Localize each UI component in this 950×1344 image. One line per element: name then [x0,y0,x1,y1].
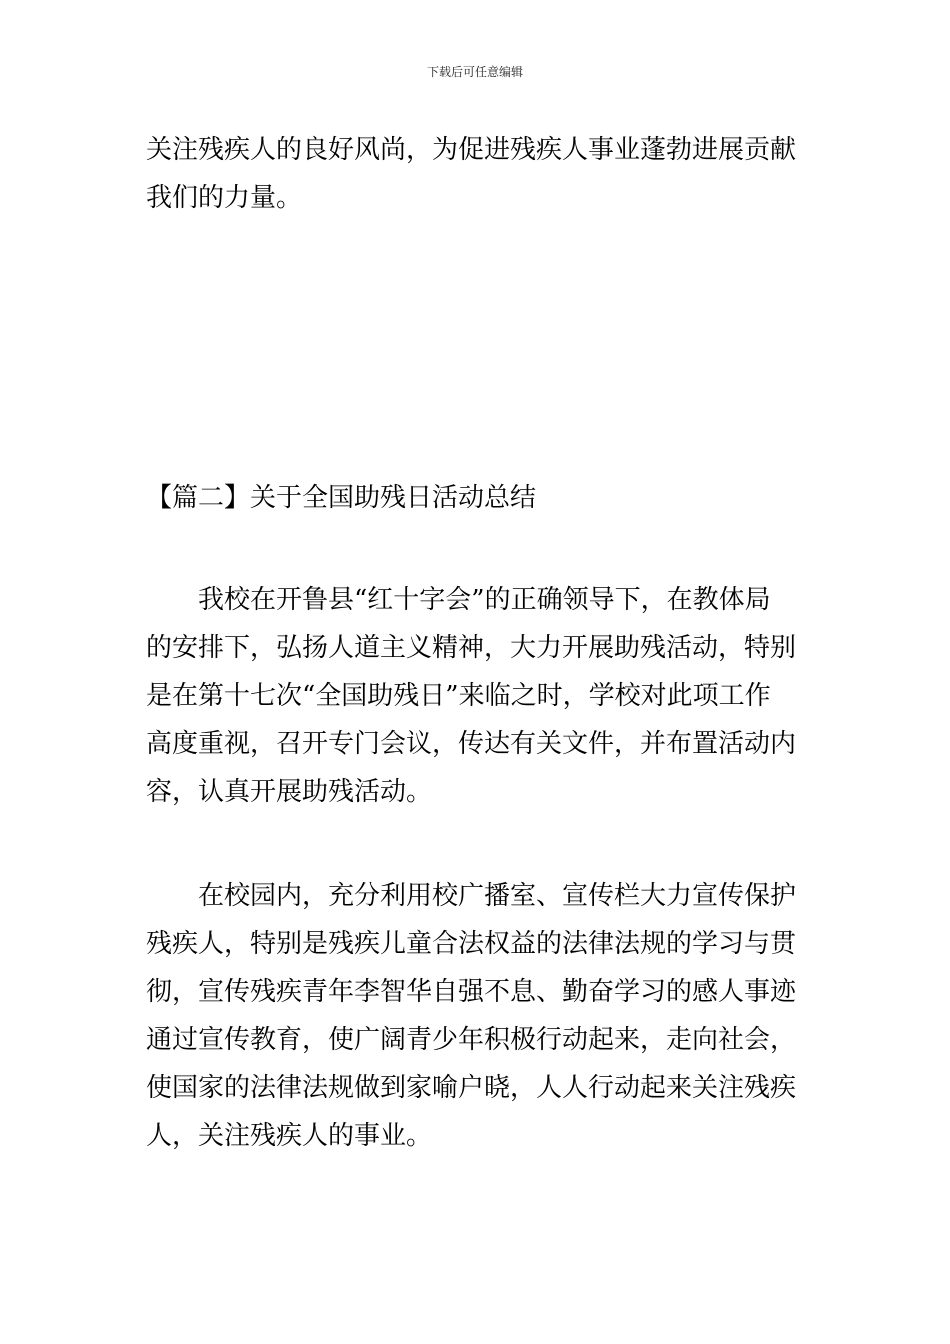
text-line: 我们的力量。 [146,183,303,213]
text-line: 通过宣传教育，使广阔青少年积极行动起来，走向社会， [146,1025,797,1055]
text-line: 残疾人，特别是残疾儿童合法权益的法律法规的学习与贯 [146,929,797,959]
text-line: 使国家的法律法规做到家喻户晓，人人行动起来关注残疾 [146,1073,797,1103]
paragraph-2 [146,872,806,1160]
paragraph-1 [146,576,806,816]
text-line: 关注残疾人的良好风尚，为促进残疾人事业蓬勃进展贡献 [146,135,797,165]
paragraph-continued [146,126,806,222]
text-line: 是在第十七次“全国助残日”来临之时，学校对此项工作 [146,681,771,711]
section-title: 【篇二】关于全国助残日活动总结 [146,483,537,513]
text-line: 高度重视，召开专门会议，传达有关文件，并布置活动内 [146,729,797,759]
text-line: 人，关注残疾人的事业。 [146,1121,433,1151]
text-line: 彻，宣传残疾青年李智华自强不息、勤奋学习的感人事迹 [146,977,797,1007]
text-line: 的安排下，弘扬人道主义精神，大力开展助残活动，特别 [146,633,797,663]
text-line: 我校在开鲁县“红十字会”的正确领导下，在教体局 [198,585,771,615]
text-line: 在校园内，充分利用校广播室、宣传栏大力宣传保护 [198,881,797,911]
text-line: 容，认真开展助残活动。 [146,777,433,807]
page-header: 下载后可任意编辑 [426,65,523,79]
